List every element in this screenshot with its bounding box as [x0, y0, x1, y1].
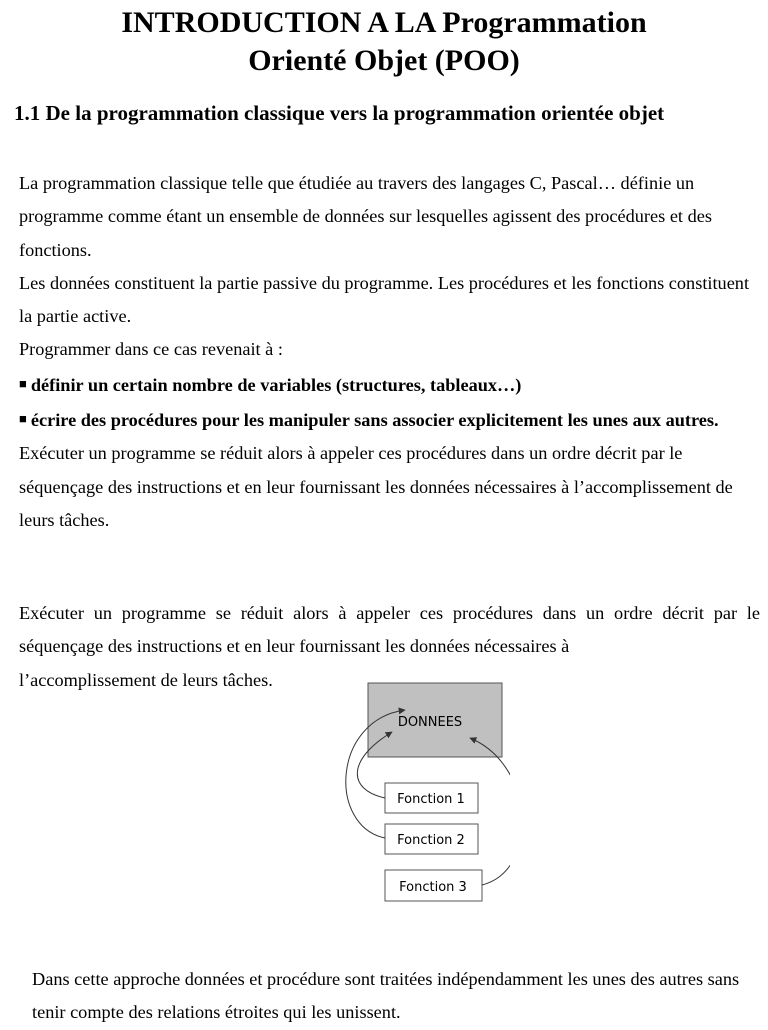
section-heading: 1.1 De la programmation classique vers la programmation orientée objet [14, 101, 665, 125]
title-line-2: Orienté Objet (POO) [248, 44, 520, 77]
paragraph-5-main: Exécuter un programme se réduit alors à appeler ces procédures dans un ordre décrit par le séquençage des instructions et en leur fournissant les données nécessaires à [19, 603, 760, 657]
bullet-square-icon: ■ [19, 411, 27, 427]
paragraph-1: La programmation classique telle que étudiée au travers des langages C, Pascal… définie un programme comme étant un ensemble de données sur lesquelles agissent des procédures et des fonctions. [19, 173, 712, 260]
function-3-label: Fonction 3 [399, 880, 467, 895]
bullet-item-2-text: écrire des procédures pour les manipuler sans associer explicitement les unes aux autres. [30, 410, 719, 431]
data-functions-diagram [330, 680, 510, 905]
paragraph-5-last-line: l’accomplissement de leurs tâches. [19, 669, 273, 690]
function-1-label: Fonction 1 [397, 792, 465, 807]
title-line-1: INTRODUCTION A LA Programmation [121, 6, 647, 39]
intro-body [19, 167, 761, 537]
paragraph-4: Exécuter un programme se réduit alors à appeler ces procédures dans un ordre décrit par le séquençage des instructions et en leur fournissant les données nécessaires à l’accomplissement de leurs tâches. [19, 443, 733, 530]
bullet-item-1-text: définir un certain nombre de variables (structures, tableaux…) [30, 374, 522, 395]
paragraph-2: Les données constituent la partie passive du programme. Les procédures et les fonctions constituent la partie active. [19, 272, 750, 327]
function-2-label: Fonction 2 [397, 833, 465, 848]
data-box-label: DONNEES [397, 715, 463, 730]
paragraph-3: Programmer dans ce cas revenait à : [19, 339, 283, 360]
conclusion-paragraph: Dans cette approche données et procédure sont traitées indépendamment les unes des autres sans tenir compte des relations étroites qui les unissent. [32, 969, 740, 1023]
bullet-item-2 [19, 402, 761, 437]
document-title [0, 4, 768, 80]
bullet-square-icon: ■ [19, 375, 27, 391]
bullet-item-1 [19, 367, 761, 402]
